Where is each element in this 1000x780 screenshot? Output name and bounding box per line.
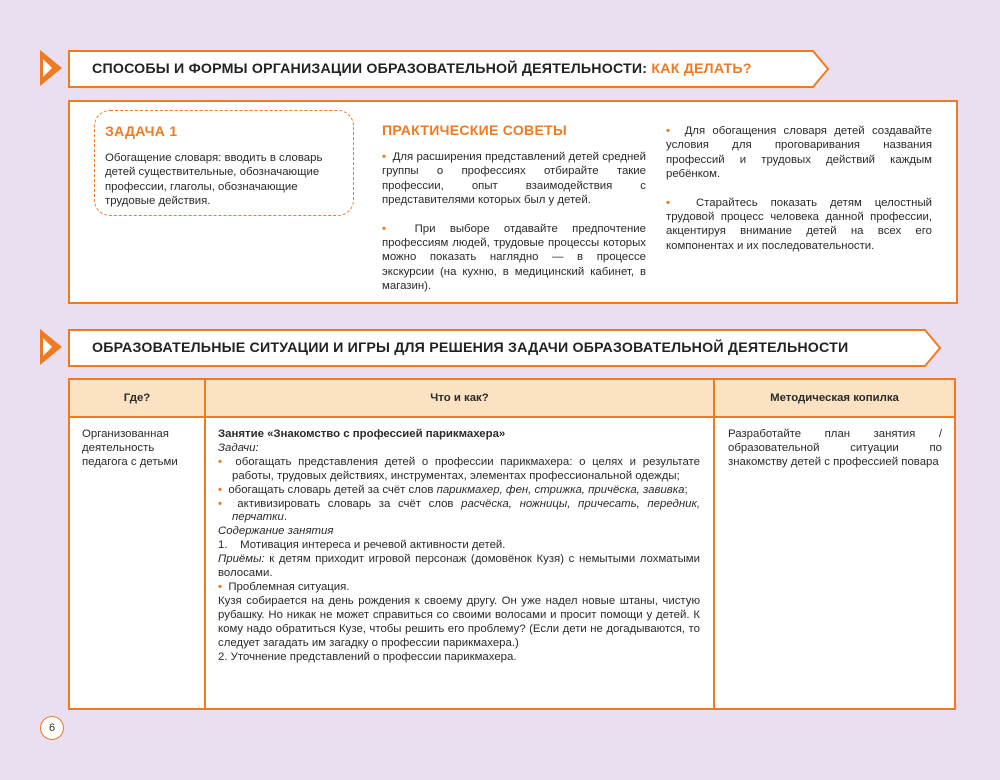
section-title: СПОСОБЫ И ФОРМЫ ОРГАНИЗАЦИИ ОБРАЗОВАТЕЛЬНОЙ ДЕЯТЕЛЬНОСТИ: КАК ДЕЛАТЬ? bbox=[92, 61, 752, 77]
cell-where: Организованная деятельность педагога с детьми bbox=[82, 428, 178, 468]
section-banner-situations bbox=[68, 329, 942, 367]
tip-item: • Старайтесь показать детям целостный трудовой процесс человека данной профессии, акцентируя внимание детей на всех его компонентах и их последовательности. bbox=[666, 196, 932, 252]
lesson-title: Занятие «Знакомство с профессией парикмахера» bbox=[218, 428, 506, 440]
section-banner-methods bbox=[68, 50, 830, 88]
tips-column-2 bbox=[666, 124, 932, 253]
methods-box bbox=[68, 100, 958, 304]
lesson-task: • активизировать словарь за счёт слов расчёска, ножницы, причесать, передник, перчатки. bbox=[218, 497, 700, 524]
tip-item: • Для обогащения словаря детей создавайте условия для проговаривания названия профессий и трудовых действий каждым ребёнком. bbox=[666, 125, 932, 181]
arrow-marker-icon bbox=[40, 329, 62, 365]
situations-table bbox=[68, 378, 956, 710]
techniques: Приёмы: к детям приходит игровой персонаж (домовёнок Кузя) с немытыми лохматыми волосами. bbox=[218, 553, 700, 580]
column-header-method: Методическая копилка bbox=[770, 392, 899, 404]
tasks-label: Задачи: bbox=[218, 441, 259, 454]
lesson-task: • обогащать представления детей о профессии парикмахера: о целях и результате работы, трудовых действиях, инструментах, элементах профессиональной одежды; bbox=[218, 455, 700, 482]
arrow-marker-icon bbox=[40, 50, 62, 86]
cell-method: Разработайте план занятия / образовательной ситуации по знакомству детей с профессией повара bbox=[728, 428, 942, 468]
column-header-where: Где? bbox=[123, 392, 151, 404]
problem-situation: • Проблемная ситуация. bbox=[218, 580, 350, 593]
column-header-what-how: Что и как? bbox=[430, 392, 489, 404]
column-divider bbox=[713, 380, 715, 708]
section-title-accent: КАК ДЕЛАТЬ? bbox=[651, 61, 752, 77]
section-title: ОБРАЗОВАТЕЛЬНЫЕ СИТУАЦИИ И ИГРЫ ДЛЯ РЕШЕНИЯ ЗАДАЧИ ОБРАЗОВАТЕЛЬНОЙ ДЕЯТЕЛЬНОСТИ bbox=[92, 340, 849, 356]
story-text: Кузя собирается на день рождения к своему другу. Он уже надел новые штаны, чистую рубашку. Но никак не может справиться со своими волосами и просит помощи у детей. К кому надо обратиться Кузе, чтобы решить его проблему? (Если дети не догадываются, то следует загадать им загадку о профессии парикмахера.) bbox=[218, 594, 700, 649]
column-divider bbox=[204, 380, 206, 708]
lesson-task: • обогащать словарь детей за счёт слов парикмахер, фен, стрижка, причёска, завивка; bbox=[218, 483, 688, 496]
lesson-step: 2. Уточнение представлений о профессии парикмахера. bbox=[218, 650, 517, 663]
task-card bbox=[94, 110, 354, 216]
content-label: Содержание занятия bbox=[218, 525, 334, 538]
tips-heading: ПРАКТИЧЕСКИЕ СОВЕТЫ bbox=[382, 122, 567, 138]
page-number: 6 bbox=[40, 716, 64, 740]
task-text: Обогащение словаря: вводить в словарь детей существительные, обозначающие профессии, глаголы, обозначающие трудовые действия. bbox=[105, 152, 323, 208]
table-header bbox=[70, 380, 954, 418]
tips-column-1 bbox=[382, 122, 646, 294]
task-heading: ЗАДАЧА 1 bbox=[105, 123, 178, 139]
tip-item: • Для расширения представлений детей средней группы о профессиях отбирайте такие профессии, опыт взаимодействия с представителями которых был у детей. bbox=[382, 151, 646, 207]
cell-what-how bbox=[218, 428, 700, 664]
tip-item: • При выборе отдавайте предпочтение профессиям людей, трудовые процессы которых можно показать наглядно — в процессе экскурсии (на кухню, в медицинский кабинет, в магазин). bbox=[382, 222, 646, 293]
lesson-step: 1. Мотивация интереса и речевой активности детей. bbox=[218, 539, 506, 552]
